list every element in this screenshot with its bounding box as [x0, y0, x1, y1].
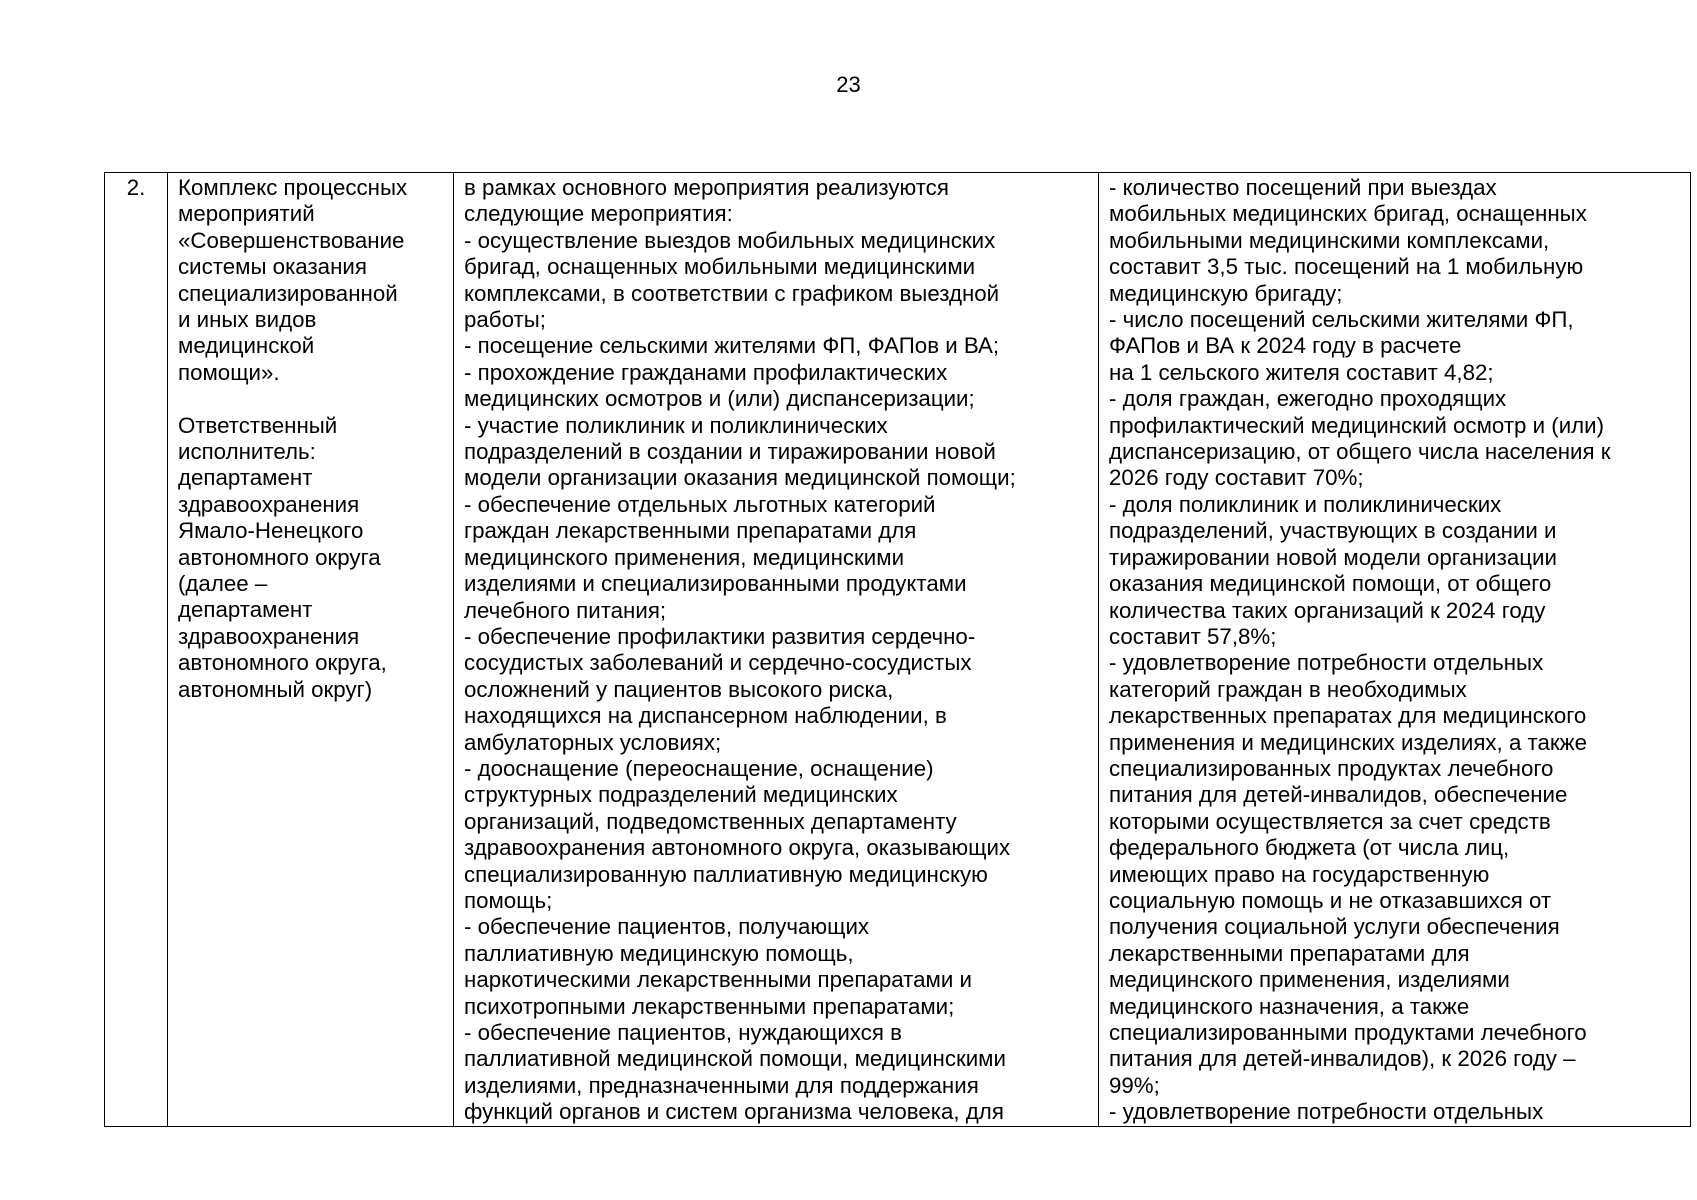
paragraph-gap — [178, 386, 445, 412]
event-line: подразделений в создании и тиражировании новой — [464, 439, 996, 465]
event-line: бригад, оснащенных мобильными медицинскими — [464, 254, 976, 280]
event-line: психотропными лекарственными препаратами; — [464, 993, 955, 1019]
result-line: - доля поликлиник и поликлинических — [1109, 491, 1502, 517]
event-line: изделиями, предназначенными для поддержания — [464, 1072, 979, 1098]
responsible-line: автономный округ) — [178, 676, 373, 702]
result-line: медицинского применения, изделиями — [1109, 967, 1510, 993]
event-line: - посещение сельскими жителями ФП, ФАПов и ВА; — [464, 333, 1000, 359]
events-cell — [454, 173, 1099, 1127]
measure-name-cell — [168, 173, 454, 1127]
result-line: 99%; — [1109, 1072, 1160, 1098]
result-line: составит 3,5 тыс. посещений на 1 мобильную — [1109, 254, 1584, 280]
responsible-line: исполнитель: — [178, 439, 316, 465]
event-line: паллиативную медицинскую помощь, — [464, 940, 854, 966]
event-line: наркотическими лекарственными препаратами и — [464, 967, 972, 993]
result-line: мобильными медицинскими комплексами, — [1109, 227, 1550, 253]
event-line: работы; — [464, 307, 546, 333]
result-line: имеющих право на государственную — [1109, 861, 1490, 887]
event-line: изделиями и специализированными продуктами — [464, 571, 967, 597]
results-list — [1109, 175, 1682, 1126]
event-line: в рамках основного мероприятия реализуются — [464, 175, 949, 200]
result-line: мобильных медицинских бригад, оснащенных — [1109, 201, 1587, 227]
result-line: - удовлетворение потребности отдельных — [1109, 650, 1544, 676]
event-line: - обеспечение пациентов, получающих — [464, 914, 870, 940]
event-line: находящихся на диспансерном наблюдении, в — [464, 703, 947, 729]
result-line: лекарственных препаратах для медицинского — [1109, 703, 1587, 729]
responsible-line: здравоохранения — [178, 491, 360, 517]
events-list — [464, 175, 1090, 1126]
result-line: - удовлетворение потребности отдельных — [1109, 1099, 1544, 1125]
results-cell — [1099, 173, 1691, 1127]
page-number: 23 — [836, 72, 861, 97]
responsible-line: автономного округа — [178, 544, 381, 570]
result-line: 2026 году составит 70%; — [1109, 465, 1364, 491]
result-line: получения социальной услуги обеспечения — [1109, 914, 1560, 940]
responsible-line: департамент — [178, 597, 313, 623]
event-line: амбулаторных условиях; — [464, 729, 722, 755]
event-line: здравоохранения автономного округа, оказывающих — [464, 835, 1011, 861]
measure-name-line: медицинской — [178, 333, 315, 359]
event-line: функций органов и систем организма человека, для — [464, 1099, 1004, 1125]
measure-name-line: системы оказания — [178, 254, 367, 280]
event-line: помощь; — [464, 887, 553, 913]
table-row — [105, 173, 1691, 1127]
measure-name-line: Комплекс процессных — [178, 175, 408, 200]
event-line: лечебного питания; — [464, 597, 667, 623]
responsible-line: Ямало-Ненецкого — [178, 518, 364, 544]
event-line: - осуществление выездов мобильных медицинских — [464, 227, 996, 253]
event-line: - участие поликлиник и поликлинических — [464, 412, 888, 438]
event-line: - дооснащение (переоснащение, оснащение) — [464, 755, 934, 781]
result-line: ФАПов и ВА к 2024 году в расчете — [1109, 333, 1462, 359]
result-line: лекарственными препаратами для — [1109, 940, 1470, 966]
result-line: которыми осуществляется за счет средств — [1109, 808, 1551, 834]
result-line: - число посещений сельскими жителями ФП, — [1109, 307, 1574, 333]
result-line: медицинскую бригаду; — [1109, 280, 1343, 306]
responsible-line: автономного округа, — [178, 650, 387, 676]
result-line: категорий граждан в необходимых — [1109, 676, 1467, 702]
event-line: - обеспечение пациентов, нуждающихся в — [464, 1020, 902, 1045]
event-line: структурных подразделений медицинских — [464, 782, 898, 808]
event-line: следующие мероприятия: — [464, 201, 733, 227]
measures-table — [104, 172, 1691, 1127]
responsible-line: (далее – — [178, 571, 268, 597]
measure-name-line: «Совершенствование — [178, 227, 405, 253]
event-line: паллиативной медицинской помощи, медицинскими — [464, 1046, 1006, 1072]
result-line: на 1 сельского жителя составит 4,82; — [1109, 359, 1494, 385]
result-line: специализированных продуктах лечебного — [1109, 755, 1554, 781]
result-line: специализированными продуктами лечебного — [1109, 1020, 1587, 1045]
measure-name-line: помощи». — [178, 359, 280, 385]
result-line: социальную помощь и не отказавшихся от — [1109, 887, 1552, 913]
row-number-cell — [105, 173, 168, 1127]
measure-name-line: мероприятий — [178, 201, 315, 227]
result-line: - доля граждан, ежегодно проходящих — [1109, 386, 1507, 412]
measure-name-line: и иных видов — [178, 307, 317, 333]
event-line: медицинских осмотров и (или) диспансеризации; — [464, 386, 975, 412]
measure-name — [178, 175, 445, 386]
event-line: модели организации оказания медицинской помощи; — [464, 465, 1016, 491]
result-line: профилактический медицинский осмотр и (или) — [1109, 412, 1605, 438]
result-line: федерального бюджета (от числа лиц, — [1109, 835, 1510, 861]
result-line: - количество посещений при выездах — [1109, 175, 1497, 200]
result-line: оказания медицинской помощи, от общего — [1109, 571, 1552, 597]
event-line: граждан лекарственными препаратами для — [464, 518, 917, 544]
responsible-line: департамент — [178, 465, 313, 491]
event-line: комплексами, в соответствии с графиком выездной — [464, 280, 1000, 306]
event-line: - обеспечение отдельных льготных категорий — [464, 491, 936, 517]
result-line: питания для детей-инвалидов), к 2026 году – — [1109, 1046, 1576, 1072]
event-line: сосудистых заболеваний и сердечно-сосудистых — [464, 650, 972, 676]
event-line: специализированную паллиативную медицинскую — [464, 861, 988, 887]
measure-name-line: специализированной — [178, 280, 398, 306]
result-line: медицинского назначения, а также — [1109, 993, 1470, 1019]
result-line: количества таких организаций к 2024 году — [1109, 597, 1546, 623]
event-line: медицинского применения, медицинскими — [464, 544, 905, 570]
result-line: составит 57,8%; — [1109, 623, 1277, 649]
responsible-line: Ответственный — [178, 412, 338, 438]
result-line: питания для детей-инвалидов, обеспечение — [1109, 782, 1568, 808]
event-line: - прохождение гражданами профилактических — [464, 359, 948, 385]
event-line: осложнений у пациентов высокого риска, — [464, 676, 894, 702]
event-line: - обеспечение профилактики развития сердечно- — [464, 623, 976, 649]
responsible-line: здравоохранения — [178, 623, 360, 649]
result-line: диспансеризацию, от общего числа населения к — [1109, 439, 1611, 465]
result-line: применения и медицинских изделиях, а также — [1109, 729, 1587, 755]
row-number: 2. — [126, 175, 146, 200]
event-line: организаций, подведомственных департаменту — [464, 808, 957, 834]
result-line: подразделений, участвующих в создании и — [1109, 518, 1557, 544]
result-line: тиражировании новой модели организации — [1109, 544, 1557, 570]
responsible-executor — [178, 413, 445, 703]
